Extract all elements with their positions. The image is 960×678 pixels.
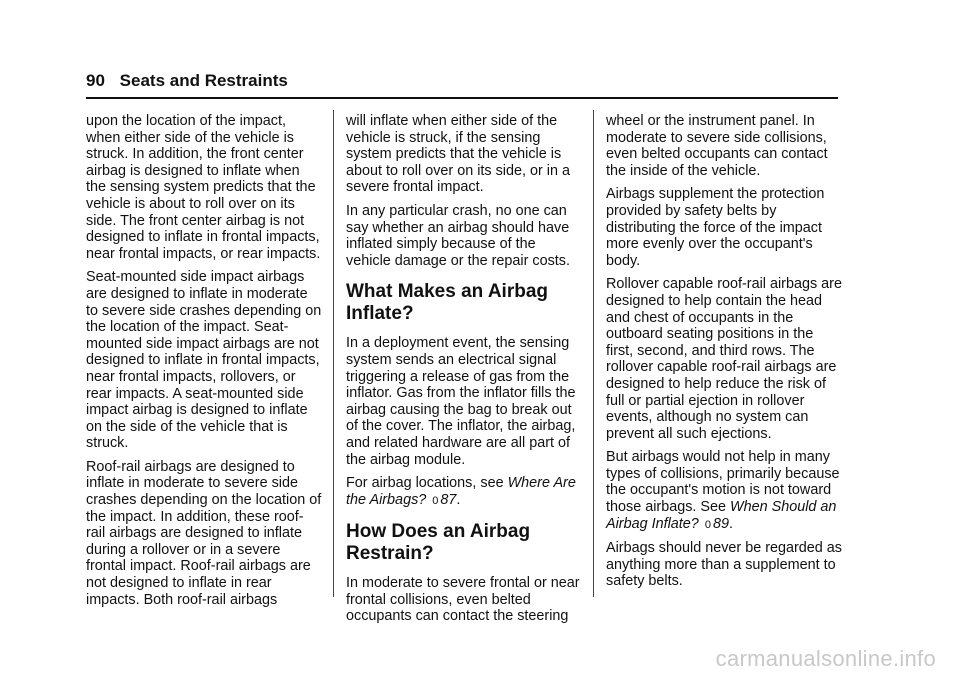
header-rule — [86, 97, 838, 99]
text: For airbag locations, see — [346, 475, 508, 492]
text: But airbags would not help in many types of collisions, primarily because the occupant's motion is not toward those airbags. See — [606, 449, 840, 516]
section-heading: What Makes an Airbag Inflate? — [346, 281, 549, 325]
paragraph: Roof-rail airbags are designed to inflate in moderate to severe side crashes depending on the location of the impact. In addition, these roof-rail airbags are designed to inflate during a rollover or in a severe frontal impact. Roof-rail airbags are not designed to inflate in rear impacts. Both roof-rail airbags — [86, 458, 322, 608]
cross-reference-link[interactable]: When Should an Airbag Inflate? — [606, 499, 837, 532]
paragraph: will inflate when either side of the vehicle is struck, if the sensing system predicts that the vehicle is about to roll over on its side, or in a severe frontal impact. — [346, 113, 570, 196]
page-number: 90 — [86, 71, 105, 90]
column-3 — [606, 113, 842, 597]
paragraph: In a deployment event, the sensing system sends an electrical signal triggering a release of gas from the inflator. Gas from the inflator fills the airbag causing the bag to break out of the cover. The inflator, the airbag, and related hardware are all part of the airbag module. — [346, 335, 576, 468]
paragraph: wheel or the instrument panel. In moderate to severe side collisions, even belted occupants can contact the inside of the vehicle. — [606, 113, 828, 179]
column-2 — [346, 113, 582, 632]
paragraph: upon the location of the impact, when either side of the vehicle is struck. In addition, the front center airbag is designed to inflate when the sensing system predicts that the vehicle is about to roll over on its side. The front center airbag is not designed to inflate in frontal impacts, near frontal impacts, or rear impacts. — [86, 113, 321, 262]
column-divider — [333, 110, 334, 597]
page-arrow-icon: 0 — [704, 518, 711, 531]
paragraph: Airbags supplement the protection provided by safety belts by distributing the force of the impact more evenly over the occupant's body. — [606, 186, 825, 269]
cross-reference-link[interactable]: Where Are the Airbags? — [346, 475, 576, 508]
column-divider — [593, 110, 594, 597]
paragraph: In any particular crash, no one can say whether an airbag should have inflated simply because of the vehicle damage or the repair costs. — [346, 202, 570, 269]
text: . — [728, 515, 733, 532]
text: . — [456, 491, 461, 508]
reference-page[interactable]: 87 — [440, 491, 457, 508]
paragraph: Seat-mounted side impact airbags are designed to inflate in moderate to severe side crashes depending on the location of the impact. Seat-mounted side impact airbags are not designed to inflate in frontal impacts, near frontal impacts, rollovers, or rear impacts. A seat-mounted side impact airbag is designed to inflate on the side of the vehicle that is struck. — [86, 269, 322, 452]
paragraph-with-reference — [346, 475, 582, 509]
paragraph: In moderate to severe frontal or near frontal collisions, even belted occupants can contact the steering — [346, 575, 580, 625]
section-title: Seats and Restraints — [119, 71, 288, 90]
reference-page[interactable]: 89 — [712, 515, 729, 532]
paragraph-with-reference — [606, 449, 842, 533]
page-arrow-icon: 0 — [432, 494, 439, 507]
column-1 — [86, 113, 322, 615]
watermark: carmanualsonline.info — [715, 646, 936, 671]
paragraph: Rollover capable roof-rail airbags are designed to help contain the head and chest of occupants in the outboard seating positions in the first, second, and third rows. The rollover capable roof-rail airbags are designed to help reduce the risk of full or partial ejection in rollover events, although no system can prevent all such ejections. — [606, 276, 842, 442]
paragraph: Airbags should never be regarded as anything more than a supplement to safety belts. — [606, 540, 842, 590]
page-header — [86, 71, 288, 91]
section-heading: How Does an Airbag Restrain? — [346, 521, 531, 565]
